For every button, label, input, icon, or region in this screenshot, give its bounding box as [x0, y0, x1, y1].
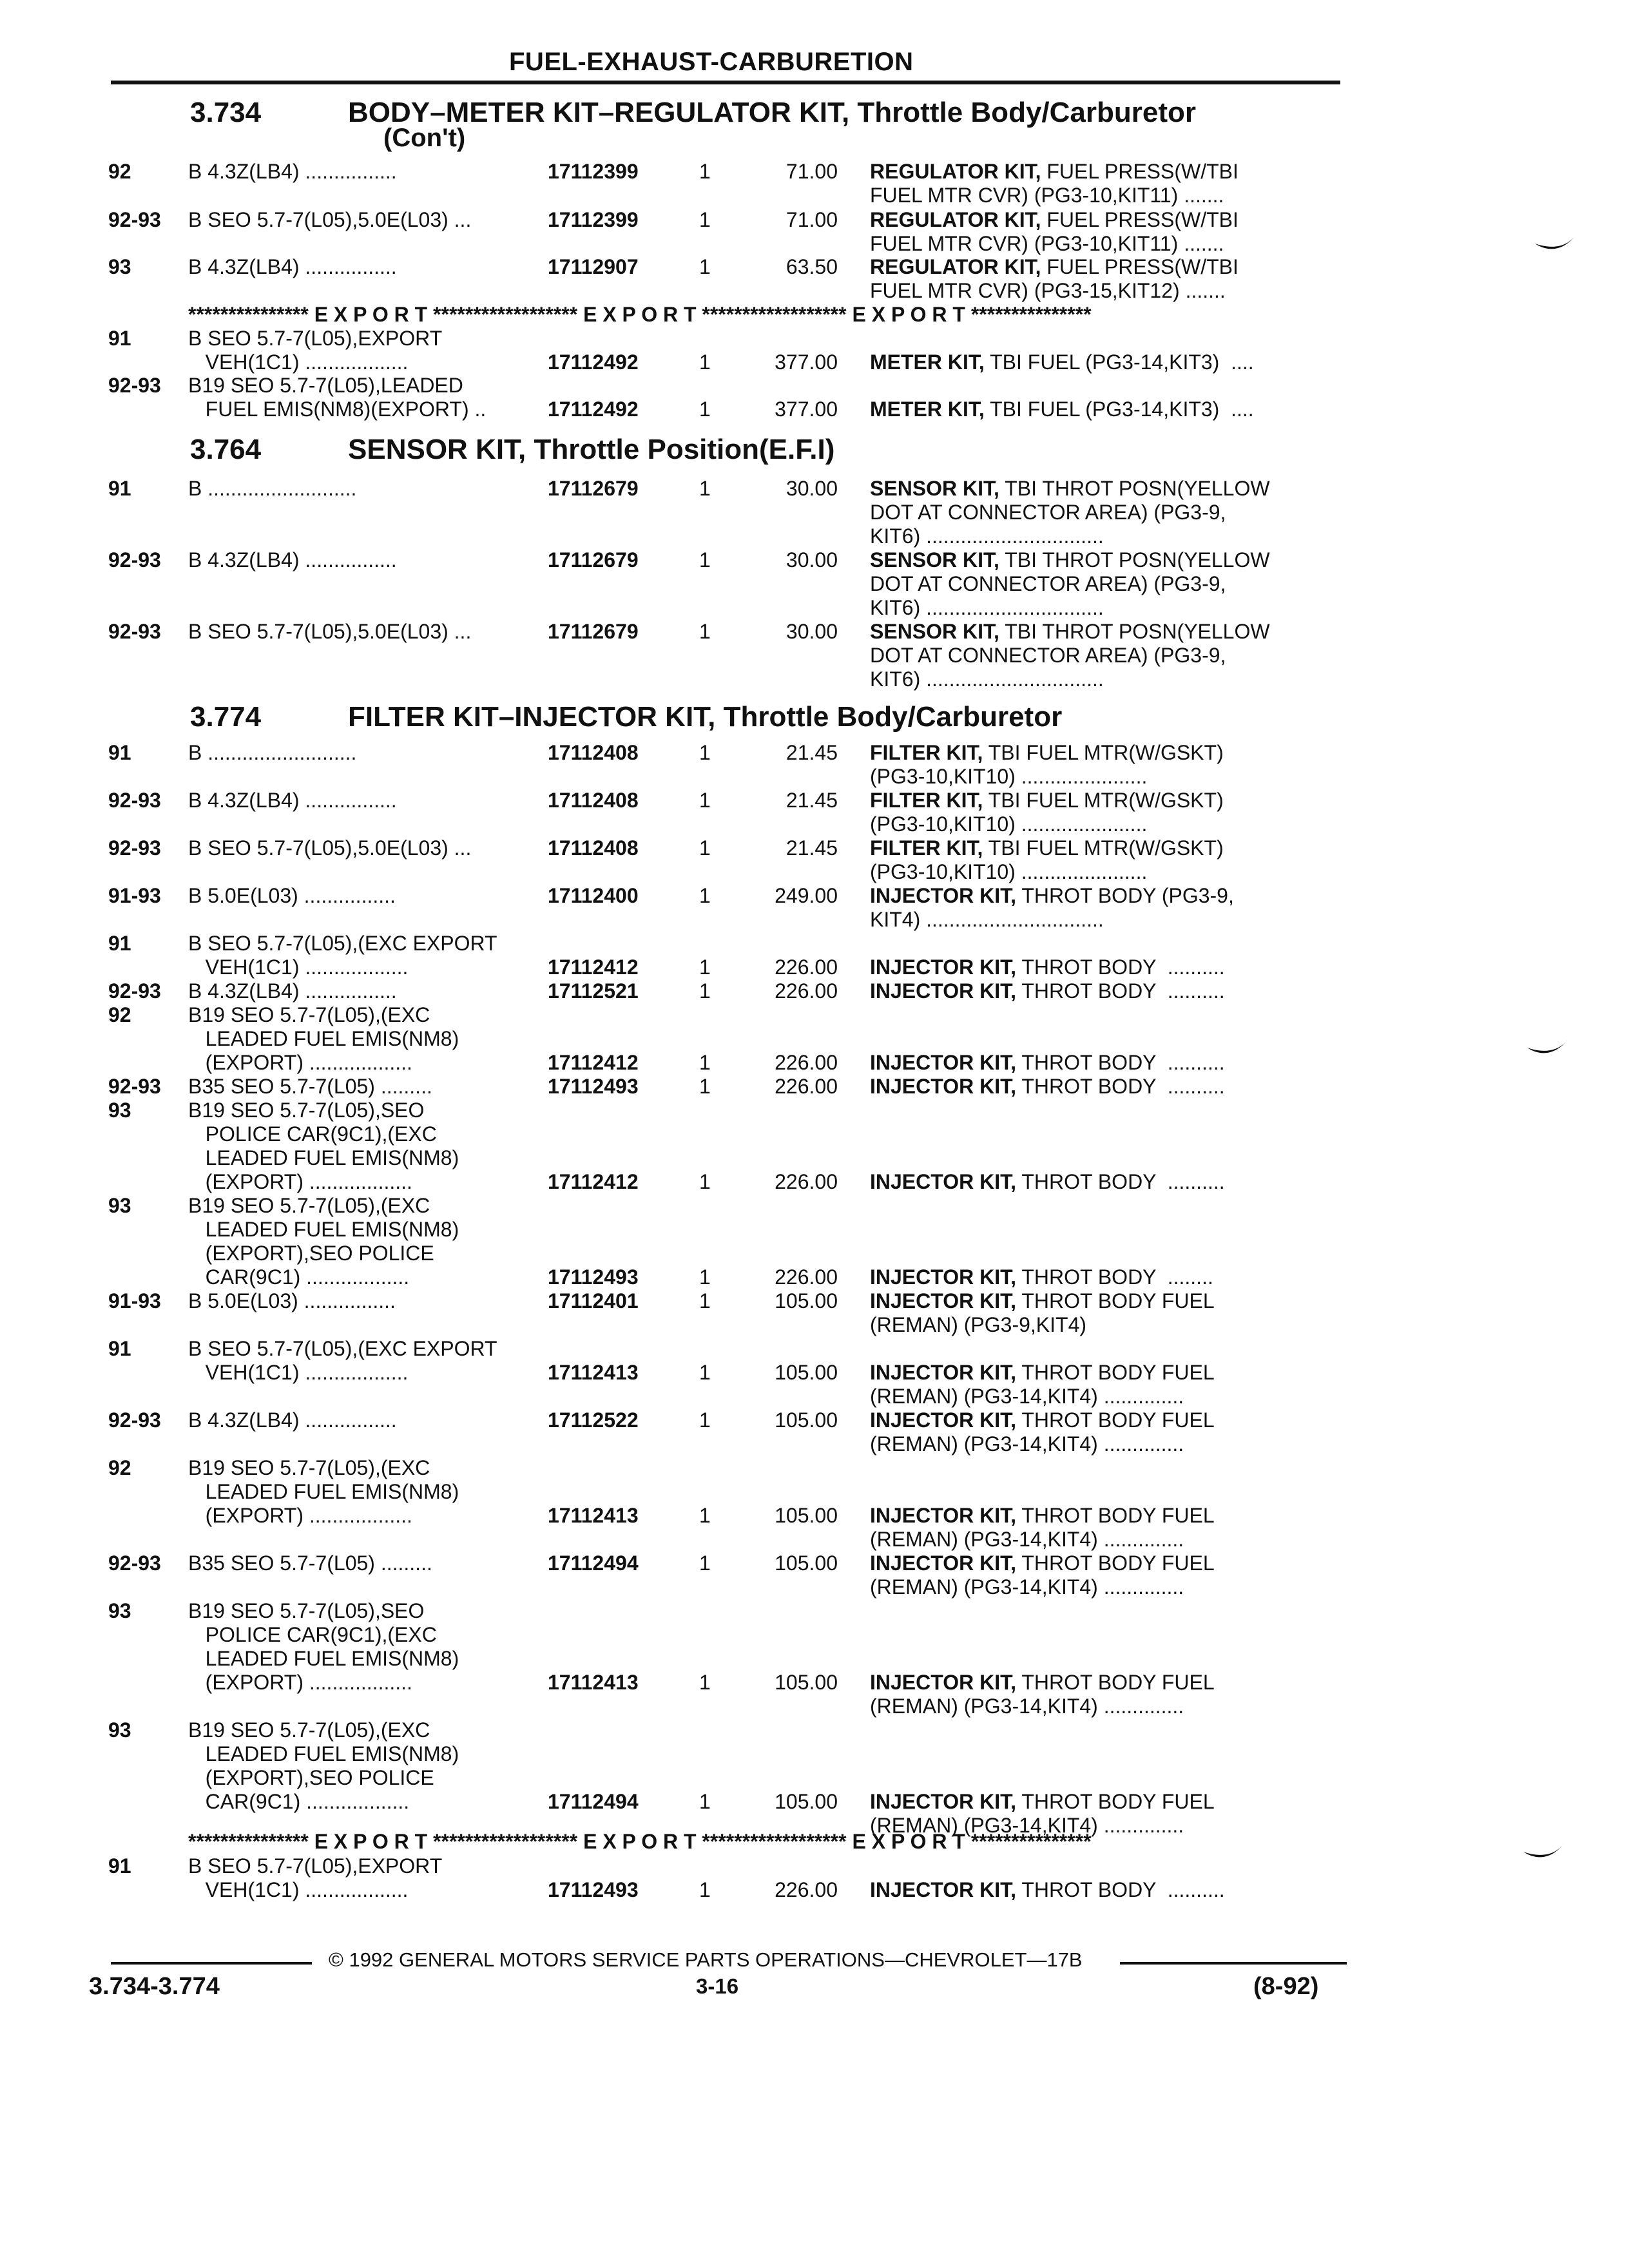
part-number: 17112413: [548, 1504, 639, 1527]
model-year: 92: [108, 1456, 131, 1479]
model-year: 92-93: [108, 836, 161, 860]
part-name-detail: TBI FUEL MTR(W/GSKT) (PG3-10,KIT10) ......................: [870, 836, 1224, 883]
price: 30.00: [786, 477, 838, 500]
quantity: 1: [699, 208, 711, 231]
part-name: [870, 1790, 1347, 1838]
binder-mark-icon: [1522, 1840, 1567, 1866]
part-number: 17112493: [548, 1265, 639, 1289]
part-number: 17112494: [548, 1552, 639, 1575]
quantity: 1: [699, 956, 711, 979]
part-name-bold: INJECTOR KIT,: [870, 1504, 1016, 1527]
part-name-detail: TBI FUEL (PG3-14,KIT3) ....: [984, 351, 1254, 374]
application-desc: B19 SEO 5.7-7(L05),(EXC LEADED FUEL EMIS(NM8) (EXPORT),SEO POLICE CAR(9C1) ..................: [188, 1194, 459, 1289]
part-number: 17112413: [548, 1671, 639, 1694]
price: 71.00: [786, 208, 838, 231]
part-number: 17112412: [548, 1051, 639, 1074]
part-name-bold: INJECTOR KIT,: [870, 956, 1016, 979]
part-name-bold: FILTER KIT,: [870, 836, 983, 860]
part-name-bold: INJECTOR KIT,: [870, 1408, 1016, 1432]
quantity: 1: [699, 1361, 711, 1384]
part-name-bold: SENSOR KIT,: [870, 548, 999, 572]
price: 226.00: [775, 1265, 838, 1289]
footer-page-number: 3-16: [696, 1974, 739, 1998]
part-name-bold: INJECTOR KIT,: [870, 1265, 1016, 1289]
application-desc: B SEO 5.7-7(L05),(EXC EXPORT VEH(1C1) ..................: [188, 932, 497, 979]
quantity: 1: [699, 1289, 711, 1312]
part-name-detail: TBI FUEL MTR(W/GSKT) (PG3-10,KIT10) ......................: [870, 741, 1224, 788]
quantity: 1: [699, 477, 711, 500]
footer-rule-left: [111, 1962, 312, 1965]
quantity: 1: [699, 398, 711, 421]
quantity: 1: [699, 1878, 711, 1901]
application-desc: B19 SEO 5.7-7(L05),(EXC LEADED FUEL EMIS(NM8) (EXPORT),SEO POLICE CAR(9C1) ..................: [188, 1718, 459, 1813]
footer-copyright: © 1992 GENERAL MOTORS SERVICE PARTS OPERATIONS—CHEVROLET—17B: [329, 1948, 1083, 1971]
part-number: 17112401: [548, 1289, 639, 1312]
price: 105.00: [775, 1361, 838, 1384]
part-name: [870, 548, 1347, 620]
application-desc: B35 SEO 5.7-7(L05) .........: [188, 1075, 432, 1098]
part-name: [870, 351, 1347, 374]
price: 105.00: [775, 1408, 838, 1432]
part-name-detail: THROT BODY ..........: [1016, 1075, 1225, 1098]
part-number: 17112408: [548, 836, 639, 860]
price: 105.00: [775, 1504, 838, 1527]
quantity: 1: [699, 255, 711, 278]
application-desc: B SEO 5.7-7(L05),5.0E(L03) ...: [188, 620, 472, 643]
quantity: 1: [699, 1671, 711, 1694]
price: 105.00: [775, 1289, 838, 1312]
application-desc: B SEO 5.7-7(L05),5.0E(L03) ...: [188, 836, 472, 860]
quantity: 1: [699, 836, 711, 860]
model-year: 91-93: [108, 884, 161, 907]
part-name: [870, 1075, 1347, 1099]
model-year: 92: [108, 1003, 131, 1026]
part-name: [870, 1265, 1347, 1289]
header-rule: [111, 81, 1340, 84]
part-name-detail: TBI FUEL (PG3-14,KIT3) ....: [984, 398, 1254, 421]
part-number: 17112399: [548, 160, 639, 183]
quantity: 1: [699, 1408, 711, 1432]
quantity: 1: [699, 1552, 711, 1575]
part-name-bold: FILTER KIT,: [870, 741, 983, 764]
quantity: 1: [699, 548, 711, 572]
page-header-title: FUEL-EXHAUST-CARBURETION: [509, 48, 914, 76]
quantity: 1: [699, 1790, 711, 1813]
part-name-bold: INJECTOR KIT,: [870, 884, 1016, 907]
model-year: 93: [108, 1099, 131, 1122]
price: 377.00: [775, 351, 838, 374]
price: 30.00: [786, 620, 838, 643]
part-name: [870, 208, 1347, 256]
model-year: 92-93: [108, 1075, 161, 1098]
part-name-detail: THROT BODY FUEL (REMAN) (PG3-14,KIT4) ..............: [870, 1552, 1215, 1599]
model-year: 91: [108, 477, 131, 500]
application-desc: B 4.3Z(LB4) ................: [188, 979, 397, 1003]
part-name-bold: INJECTOR KIT,: [870, 1671, 1016, 1694]
part-number: 17112493: [548, 1878, 639, 1901]
part-name-bold: INJECTOR KIT,: [870, 1051, 1016, 1074]
section-number: 3.774: [190, 701, 262, 733]
model-year: 91: [108, 1337, 131, 1360]
part-name-bold: REGULATOR KIT,: [870, 208, 1041, 231]
part-name-detail: THROT BODY ........: [1016, 1265, 1213, 1289]
model-year: 93: [108, 1718, 131, 1742]
part-name-detail: THROT BODY ..........: [1016, 979, 1225, 1003]
part-name-bold: SENSOR KIT,: [870, 477, 999, 500]
binder-mark-icon: [1534, 232, 1579, 258]
part-name-bold: INJECTOR KIT,: [870, 1075, 1016, 1098]
quantity: 1: [699, 979, 711, 1003]
application-desc: B SEO 5.7-7(L05),(EXC EXPORT VEH(1C1) ..................: [188, 1337, 497, 1384]
export-separator: *************** E X P O R T ****************** E X P O R T ****************** E X P O R T ***************: [188, 1830, 1092, 1853]
quantity: 1: [699, 1051, 711, 1074]
model-year: 93: [108, 1599, 131, 1622]
application-desc: B35 SEO 5.7-7(L05) .........: [188, 1552, 432, 1575]
footer-section-range: 3.734-3.774: [89, 1973, 220, 2000]
application-desc: B19 SEO 5.7-7(L05),(EXC LEADED FUEL EMIS(NM8) (EXPORT) ..................: [188, 1456, 459, 1527]
part-name-detail: THROT BODY (PG3-9, KIT4) ...............................: [870, 884, 1234, 931]
model-year: 93: [108, 1194, 131, 1217]
part-name-detail: THROT BODY ..........: [1016, 1878, 1225, 1901]
binder-mark-icon: [1526, 1036, 1571, 1062]
part-number: 17112412: [548, 1170, 639, 1193]
part-name-bold: INJECTOR KIT,: [870, 1878, 1016, 1901]
part-number: 17112679: [548, 620, 639, 643]
quantity: 1: [699, 1265, 711, 1289]
price: 21.45: [786, 836, 838, 860]
price: 105.00: [775, 1790, 838, 1813]
part-name: [870, 789, 1347, 836]
quantity: 1: [699, 1170, 711, 1193]
application-desc: B 5.0E(L03) ................: [188, 884, 396, 907]
model-year: 91: [108, 932, 131, 955]
model-year: 92-93: [108, 208, 161, 231]
quantity: 1: [699, 160, 711, 183]
application-desc: B 4.3Z(LB4) ................: [188, 789, 397, 812]
part-name-detail: TBI THROT POSN(YELLOW DOT AT CONNECTOR AREA) (PG3-9, KIT6) ...............................: [870, 548, 1270, 619]
application-desc: B19 SEO 5.7-7(L05),LEADED FUEL EMIS(NM8)(EXPORT) ..: [188, 374, 487, 421]
price: 30.00: [786, 548, 838, 572]
part-name-detail: THROT BODY ..........: [1016, 1051, 1225, 1074]
part-name-detail: THROT BODY FUEL (REMAN) (PG3-14,KIT4) ..............: [870, 1671, 1215, 1718]
footer-rule-right: [1120, 1962, 1347, 1965]
price: 226.00: [775, 956, 838, 979]
part-name-bold: METER KIT,: [870, 398, 985, 421]
model-year: 92: [108, 160, 131, 183]
part-name-bold: METER KIT,: [870, 351, 985, 374]
part-name: [870, 1289, 1347, 1337]
part-name-bold: INJECTOR KIT,: [870, 1790, 1016, 1813]
price: 105.00: [775, 1671, 838, 1694]
part-name-detail: TBI FUEL MTR(W/GSKT) (PG3-10,KIT10) ......................: [870, 789, 1224, 836]
price: 226.00: [775, 1051, 838, 1074]
model-year: 92-93: [108, 374, 161, 397]
part-name-bold: FILTER KIT,: [870, 789, 983, 812]
price: 226.00: [775, 1878, 838, 1901]
application-desc: B SEO 5.7-7(L05),EXPORT VEH(1C1) ..................: [188, 327, 443, 374]
part-name-bold: SENSOR KIT,: [870, 620, 999, 643]
section-title: SENSOR KIT, Throttle Position(E.F.I): [348, 434, 835, 465]
application-desc: B SEO 5.7-7(L05),5.0E(L03) ...: [188, 208, 472, 231]
part-name-detail: THROT BODY FUEL (REMAN) (PG3-9,KIT4): [870, 1289, 1215, 1336]
quantity: 1: [699, 1504, 711, 1527]
part-number: 17112679: [548, 548, 639, 572]
section-subtitle: (Con't): [383, 124, 466, 152]
price: 226.00: [775, 1075, 838, 1098]
part-name: [870, 956, 1347, 979]
model-year: 91: [108, 1854, 131, 1878]
part-name: [870, 1552, 1347, 1599]
model-year: 92-93: [108, 789, 161, 812]
section-number: 3.734: [190, 97, 262, 128]
part-number: 17112413: [548, 1361, 639, 1384]
part-name: [870, 398, 1347, 421]
price: 21.45: [786, 789, 838, 812]
part-name-detail: FUEL PRESS(W/TBI FUEL MTR CVR) (PG3-15,KIT12) .......: [870, 255, 1239, 302]
part-name-bold: REGULATOR KIT,: [870, 160, 1041, 183]
part-number: 17112493: [548, 1075, 639, 1098]
model-year: 91-93: [108, 1289, 161, 1312]
part-name: [870, 1878, 1347, 1902]
part-name: [870, 836, 1347, 884]
part-number: 17112521: [548, 979, 639, 1003]
model-year: 93: [108, 255, 131, 278]
part-name-bold: INJECTOR KIT,: [870, 1289, 1016, 1312]
price: 377.00: [775, 398, 838, 421]
part-name: [870, 477, 1347, 548]
application-desc: B19 SEO 5.7-7(L05),SEO POLICE CAR(9C1),(EXC LEADED FUEL EMIS(NM8) (EXPORT) ..................: [188, 1599, 459, 1694]
part-name: [870, 884, 1347, 932]
part-number: 17112522: [548, 1408, 639, 1432]
part-name-detail: THROT BODY ..........: [1016, 956, 1225, 979]
model-year: 92-93: [108, 1552, 161, 1575]
application-desc: B19 SEO 5.7-7(L05),SEO POLICE CAR(9C1),(EXC LEADED FUEL EMIS(NM8) (EXPORT) ..................: [188, 1099, 459, 1193]
part-number: 17112494: [548, 1790, 639, 1813]
part-number: 17112400: [548, 884, 639, 907]
price: 21.45: [786, 741, 838, 764]
price: 71.00: [786, 160, 838, 183]
model-year: 92-93: [108, 620, 161, 643]
quantity: 1: [699, 351, 711, 374]
model-year: 92-93: [108, 1408, 161, 1432]
section-title: FILTER KIT–INJECTOR KIT, Throttle Body/Carburetor: [348, 701, 1063, 733]
part-name: [870, 1671, 1347, 1718]
part-number: 17112492: [548, 351, 639, 374]
application-desc: B19 SEO 5.7-7(L05),(EXC LEADED FUEL EMIS(NM8) (EXPORT) ..................: [188, 1003, 459, 1074]
part-name-bold: REGULATOR KIT,: [870, 255, 1041, 278]
part-name: [870, 1051, 1347, 1075]
part-name: [870, 979, 1347, 1003]
part-name-detail: THROT BODY ..........: [1016, 1170, 1225, 1193]
part-name-bold: INJECTOR KIT,: [870, 1361, 1016, 1384]
price: 105.00: [775, 1552, 838, 1575]
application-desc: B SEO 5.7-7(L05),EXPORT VEH(1C1) ..................: [188, 1854, 443, 1901]
quantity: 1: [699, 1075, 711, 1098]
part-number: 17112399: [548, 208, 639, 231]
part-number: 17112408: [548, 789, 639, 812]
part-name-detail: FUEL PRESS(W/TBI FUEL MTR CVR) (PG3-10,KIT11) .......: [870, 160, 1239, 207]
section-title: BODY–METER KIT–REGULATOR KIT, Throttle Body/Carburetor: [348, 97, 1197, 128]
part-number: 17112492: [548, 398, 639, 421]
model-year: 92-93: [108, 548, 161, 572]
price: 226.00: [775, 979, 838, 1003]
price: 226.00: [775, 1170, 838, 1193]
part-name: [870, 1504, 1347, 1552]
part-name-bold: INJECTOR KIT,: [870, 1552, 1016, 1575]
section-number: 3.764: [190, 434, 262, 465]
part-name: [870, 1170, 1347, 1194]
part-name-detail: TBI THROT POSN(YELLOW DOT AT CONNECTOR AREA) (PG3-9, KIT6) ...............................: [870, 477, 1270, 548]
quantity: 1: [699, 884, 711, 907]
application-desc: B 4.3Z(LB4) ................: [188, 160, 397, 183]
part-name-detail: THROT BODY FUEL (REMAN) (PG3-14,KIT4) ..............: [870, 1790, 1215, 1837]
part-number: 17112679: [548, 477, 639, 500]
application-desc: B 5.0E(L03) ................: [188, 1289, 396, 1312]
part-name-detail: TBI THROT POSN(YELLOW DOT AT CONNECTOR AREA) (PG3-9, KIT6) ...............................: [870, 620, 1270, 691]
part-name-bold: INJECTOR KIT,: [870, 1170, 1016, 1193]
part-name: [870, 1408, 1347, 1456]
application-desc: B 4.3Z(LB4) ................: [188, 548, 397, 572]
part-name: [870, 160, 1347, 207]
quantity: 1: [699, 789, 711, 812]
export-separator: *************** E X P O R T ****************** E X P O R T ****************** E X P O R T ***************: [188, 303, 1092, 326]
application-desc: B ..........................: [188, 741, 357, 764]
price: 63.50: [786, 255, 838, 278]
part-name: [870, 255, 1347, 303]
part-name: [870, 1361, 1347, 1408]
model-year: 91: [108, 741, 131, 764]
part-name: [870, 620, 1347, 691]
application-desc: B 4.3Z(LB4) ................: [188, 1408, 397, 1432]
footer-date: (8-92): [1253, 1973, 1319, 2000]
part-name-detail: FUEL PRESS(W/TBI FUEL MTR CVR) (PG3-10,KIT11) .......: [870, 208, 1239, 255]
part-number: 17112907: [548, 255, 639, 278]
part-name-detail: THROT BODY FUEL (REMAN) (PG3-14,KIT4) ..............: [870, 1504, 1215, 1551]
part-name-bold: INJECTOR KIT,: [870, 979, 1016, 1003]
part-name-detail: THROT BODY FUEL (REMAN) (PG3-14,KIT4) ..............: [870, 1361, 1215, 1408]
price: 249.00: [775, 884, 838, 907]
part-number: 17112408: [548, 741, 639, 764]
application-desc: B ..........................: [188, 477, 357, 500]
part-name: [870, 741, 1347, 789]
model-year: 92-93: [108, 979, 161, 1003]
part-number: 17112412: [548, 956, 639, 979]
quantity: 1: [699, 741, 711, 764]
quantity: 1: [699, 620, 711, 643]
part-name-detail: THROT BODY FUEL (REMAN) (PG3-14,KIT4) ..............: [870, 1408, 1215, 1456]
model-year: 91: [108, 327, 131, 350]
application-desc: B 4.3Z(LB4) ................: [188, 255, 397, 278]
